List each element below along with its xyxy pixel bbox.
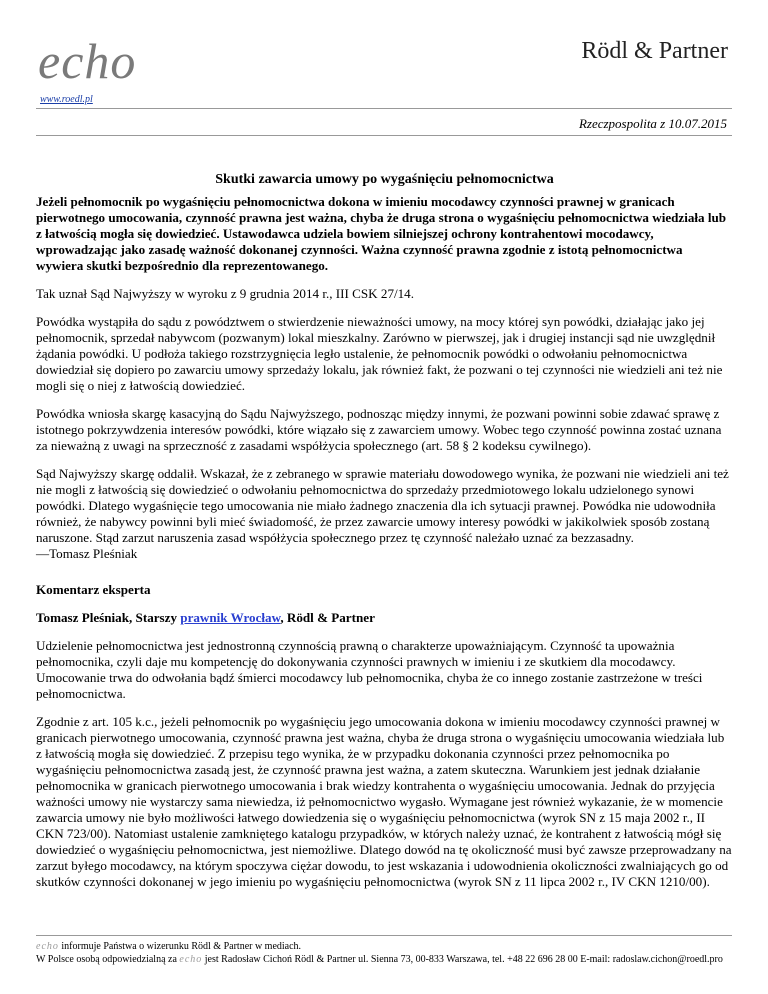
article-paragraph-with-author xyxy=(36,466,733,562)
author-suffix: , Rödl & Partner xyxy=(280,610,375,625)
footer-line-1 xyxy=(36,940,732,953)
publication-source: Rzeczpospolita z 10.07.2015 xyxy=(578,116,727,131)
article-paragraph: Sąd Najwyższy skargę oddalił. Wskazał, że z zebranego w sprawie materiału dowodowego wynika, że pozwani nie wiedzieli ani też nie mogli z łatwością się dowiedzieć o odwołaniu pełnomocnictwa do sprzedaży przedmiotowego lokalu udzielonego synowi powódki. Dlatego wygaśnięcie tego umocowania nie miało żadnego znaczenia dla ich sytuacji prawnej. Powódka nie udowodniła również, że nabywcy powinni byli mieć świadomość, że przez zawarcie umowy interesy powódki w jakikolwiek sposób zostaną naruszone. Stąd zarzut naruszenia zasad współżycia społecznego przez tę czynność należało uznać za bezzasadny. xyxy=(36,466,729,545)
article-body xyxy=(36,172,733,902)
footer-contact: jest Radosław Cichoń Rödl & Partner ul. Sienna 73, 00-833 Warszawa, tel. +48 22 696 28 00 E-mail: radoslaw.cichon@roedl.pro xyxy=(202,954,723,965)
echo-logo: echo xyxy=(38,33,137,89)
article-paragraph: Powódka wystąpiła do sądu z powództwem o stwierdzenie nieważności umowy, na mocy której syn powódki, działając jako jej pełnomocnik, sprzedał nabywcom (pozwanym) lokal mieszkalny. Zarówno w pierwszej, jak i drugiej instancji sąd nie uwzględnił żądania powódki. U podłoża takiego rozstrzygnięcia legło ustalenie, że pełnomocnik powódki o odwołaniu pełnomocnictwa dowiedział się dopiero po zawarciu umowy sprzedaży lokalu, jak również fakt, że pozwani o tej czynności nie wiedzieli ani też nie mogli się o niej z łatwością dowiedzieć. xyxy=(36,314,723,393)
footer-echo-word: echo xyxy=(36,941,59,952)
header-divider xyxy=(36,108,732,109)
article-paragraph: Tak uznał Sąd Najwyższy w wyroku z 9 grudnia 2014 r., III CSK 27/14. xyxy=(36,286,415,301)
lawyer-wroclaw-link[interactable]: prawnik Wrocław xyxy=(180,610,281,625)
commentary-heading: Komentarz eksperta xyxy=(36,582,151,597)
website-link[interactable]: www.roedl.pl xyxy=(40,94,93,105)
author-prefix: Tomasz Pleśniak, Starszy xyxy=(36,610,181,625)
article-title: Skutki zawarcia umowy po wygaśnięciu pełnomocnictwa xyxy=(215,172,554,187)
commentary-paragraph: Zgodnie z art. 105 k.c., jeżeli pełnomocnik po wygaśnięciu jego umocowania dokona w imieniu mocodawcy czynności prawnej w granicach pierwotnego umocowania, czynność prawna jest ważna, chyba że druga strona o wygaśnięciu umocowania wiedziała lub z łatwością mogła się dowiedzieć. Z przepisu tego wynika, że w przypadku dokonania czynności przez pełnomocnika po wygaśnięciu pełnomocnictwa zasadą jest, że czynność prawna jest ważna, a zatem skuteczna. Warunkiem jest jednak działanie pełnomocnika w granicach pierwotnego umocowania i brak wiedzy kontrahenta o wygaśnięciu umocowania. Jednak do przyjęcia ważności umowy nie wystarczy sama niewiedza, iż pełnomocnictwo wygasło. Wymagane jest również wykazanie, że w momencie zawarcia umowy nie było możliwości łatwego dowiedzenia się o wygaśnięciu pełnomocnictwa (wyrok SN z 15 maja 2002 r., II CKN 723/00). Natomiast ustalenie zamkniętego katalogu przypadków, w których należy uznać, że kontrahent z łatwością mógł się dowiedzieć o wygaśnięciu pełnomocnictwa, jest niemożliwe. Dlatego dowód na tę okoliczność musi być zawsze przeprowadzany na zarzut byłego mocodawcy, na którym spoczywa ciężar dowodu, to jest wskazania i udowodnienia okoliczności zwalniających go od skutków czynności dokonanej w jego imieniu po wygaśnięciu pełnomocnictwa (wyrok SN z 11 lipca 2002 r., IV CKN 1210/00). xyxy=(36,714,732,889)
commentary-author xyxy=(36,610,733,626)
article-lead: Jeżeli pełnomocnik po wygaśnięciu pełnomocnictwa dokona w imieniu mocodawcy czynności prawnej w granicach pierwotnego umocowania, czynność prawna jest ważna, chyba że druga strona o wygaśnięciu pełnomocnictwa wiedziała lub z łatwością mogła się dowiedzieć. Ustawodawca udziela bowiem silniejszej ochrony kontrahentowi mocodawcy, wprowadzając jako zasadę ważność dokonanej czynności. Ważna czynność prawna zgodnie z istotą pełnomocnictwa wywiera skutki bezpośrednio dla reprezentowanego. xyxy=(36,194,727,273)
commentary-paragraph: Udzielenie pełnomocnictwa jest jednostronną czynnością prawną o charakterze upoważniającym. Czynność ta upoważnia pełnomocnika, czyli daje mu kompetencję do dokonywania czynności prawnych w imieniu i ze skutkiem dla mocodawcy. Umocowanie trwa do odwołania bądź śmierci mocodawcy lub pełnomocnika, chyba że co innego zostanie zastrzeżone w treści pełnomocnictwa. xyxy=(36,638,703,701)
footer-line-1-text: informuje Państwa o wizerunku Rödl & Partner w mediach. xyxy=(58,941,302,952)
footer-line-2-prefix: W Polsce osobą odpowiedzialną za xyxy=(36,954,180,965)
footer xyxy=(36,935,732,966)
firm-logo: Rödl & Partner xyxy=(581,38,728,64)
article-author: —Tomasz Pleśniak xyxy=(36,546,138,561)
footer-line-2 xyxy=(36,953,732,966)
footer-echo-word-2: echo xyxy=(179,954,203,965)
source-divider xyxy=(36,135,732,136)
article-paragraph: Powódka wniosła skargę kasacyjną do Sądu Najwyższego, podnosząc między innymi, że pozwani powinni sobie zdawać sprawę z istotnego pokrzywdzenia interesów powódki, które wiązało się z zawarciem umowy. Wobec tego czynność powinna zostać uznana za nieważną z uwagi na sprzeczność z zasadami współżycia społecznego (art. 58 § 2 kodeksu cywilnego). xyxy=(36,406,722,453)
